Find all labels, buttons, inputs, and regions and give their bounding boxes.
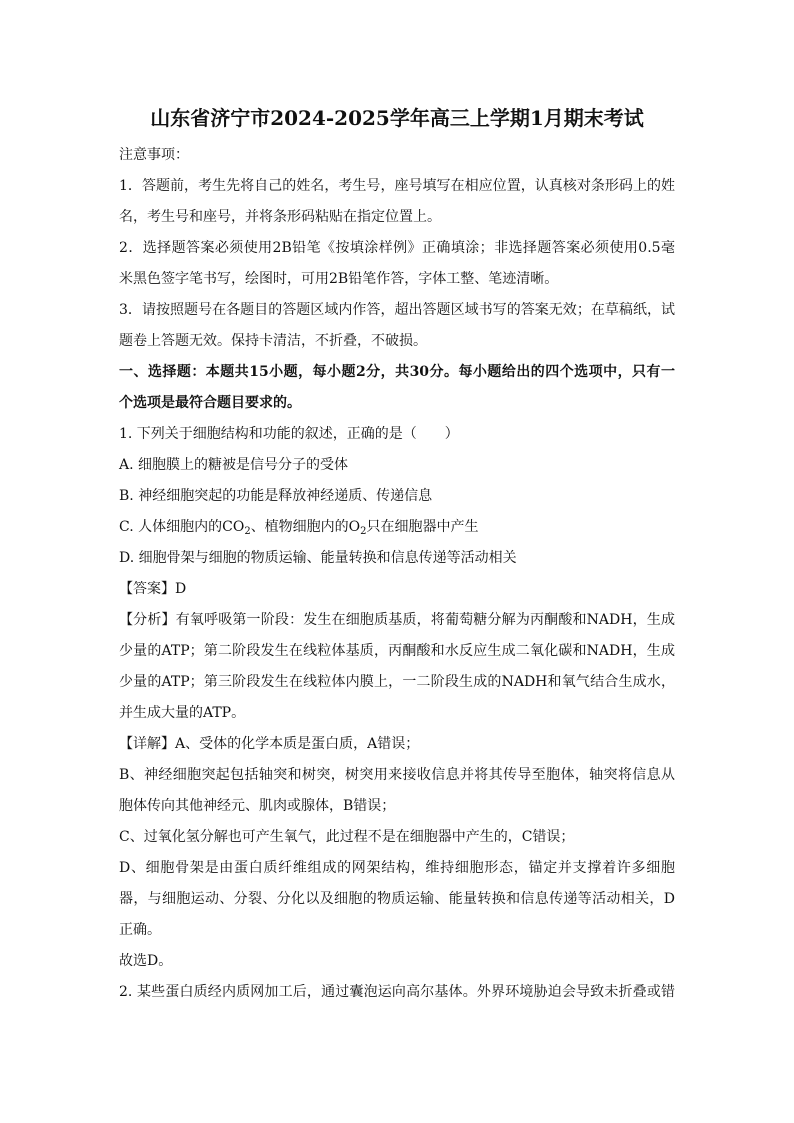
question-1-detail-line-3: 胞体传向其他神经元、肌肉或腺体，B错误； xyxy=(119,798,396,814)
question-1-detail-line-2: B、神经细胞突起包括轴突和树突，树突用来接收信息并将其传导至胞体，轴突将信息从 xyxy=(119,767,675,783)
question-1-stem: 1. 下列关于细胞结构和功能的叙述，正确的是（ ） xyxy=(119,426,459,442)
notice-1-line-1: 1．答题前，考生先将自己的姓名，考生号，座号填写在相应位置，认真核对条形码上的姓 xyxy=(119,178,675,194)
section-heading-line-2: 个选项是最符合题目要求的。 xyxy=(119,395,301,411)
section-heading-line-1: 一、选择题：本题共15小题，每小题2分，共30分。每小题给出的四个选项中，只有一 xyxy=(119,364,675,380)
notice-3-line-2: 题卷上答题无效。保持卡清洁，不折叠，不破损。 xyxy=(119,333,427,349)
question-1-detail-line-5: D、细胞骨架是由蛋白质纤维组成的网架结构，维持细胞形态，锚定并支撑着许多细胞 xyxy=(119,860,675,876)
question-1-detail-line-7: 正确。 xyxy=(119,922,161,938)
question-2-stem-line-1: 2. 某些蛋白质经内质网加工后，通过囊泡运向高尔基体。外界环境胁迫会导致未折叠或错 xyxy=(119,984,675,1000)
question-1-option-d: D. 细胞骨架与细胞的物质运输、能量转换和信息传递等活动相关 xyxy=(119,550,517,566)
notice-1-line-2: 名，考生号和座号，并将条形码粘贴在指定位置上。 xyxy=(119,209,441,225)
question-1-detail-line-4: C、过氧化氢分解也可产生氧气，此过程不是在细胞器中产生的，C错误； xyxy=(119,829,575,845)
notice-3-line-1: 3．请按照题号在各题目的答题区域内作答，超出答题区域书写的答案无效；在草稿纸，试 xyxy=(119,302,675,318)
notice-2-line-1: 2．选择题答案必须使用2B铅笔《按填涂样例》正确填涂；非选择题答案必须使用0.5毫 xyxy=(119,240,675,256)
option-c-suffix: 只在细胞器中产生 xyxy=(366,519,479,535)
question-1-analysis-line-2: 少量的ATP；第二阶段发生在线粒体基质，丙酮酸和水反应生成二氧化碳和NADH，生成 xyxy=(119,643,675,659)
question-1-analysis-line-4: 并生成大量的ATP。 xyxy=(119,705,246,721)
question-1-conclusion: 故选D。 xyxy=(119,953,173,969)
question-1-option-a: A. 细胞膜上的糖被是信号分子的受体 xyxy=(119,457,349,473)
question-1-option-c xyxy=(119,517,479,537)
question-1-answer: 【答案】D xyxy=(119,581,187,597)
option-c-prefix: C. 人体细胞内的CO xyxy=(119,519,245,535)
document-title: 山东省济宁市2024-2025学年高三上学期1月期末考试 xyxy=(150,106,644,130)
option-c-middle: 、植物细胞内的O xyxy=(250,519,361,535)
notice-2-line-2: 米黑色签字笔书写，绘图时，可用2B铅笔作答，字体工整、笔迹清晰。 xyxy=(119,271,559,287)
question-1-option-b: B. 神经细胞突起的功能是释放神经递质、传递信息 xyxy=(119,488,433,504)
option-c-subscript-2: 2 xyxy=(360,526,367,537)
question-1-analysis-line-1: 【分析】有氧呼吸第一阶段：发生在细胞质基质，将葡萄糖分解为丙酮酸和NADH，生成 xyxy=(119,612,675,628)
question-1-detail-line-1: 【详解】A、受体的化学本质是蛋白质，A错误； xyxy=(119,736,420,752)
notice-heading: 注意事项： xyxy=(119,147,189,163)
question-1-detail-line-6: 器，与细胞运动、分裂、分化以及细胞的物质运输、能量转换和信息传递等活动相关，D xyxy=(119,891,675,907)
question-1-analysis-line-3: 少量的ATP；第三阶段发生在线粒体内膜上，一二阶段生成的NADH和氧气结合生成水， xyxy=(119,674,675,690)
option-c-subscript-1: 2 xyxy=(244,526,251,537)
